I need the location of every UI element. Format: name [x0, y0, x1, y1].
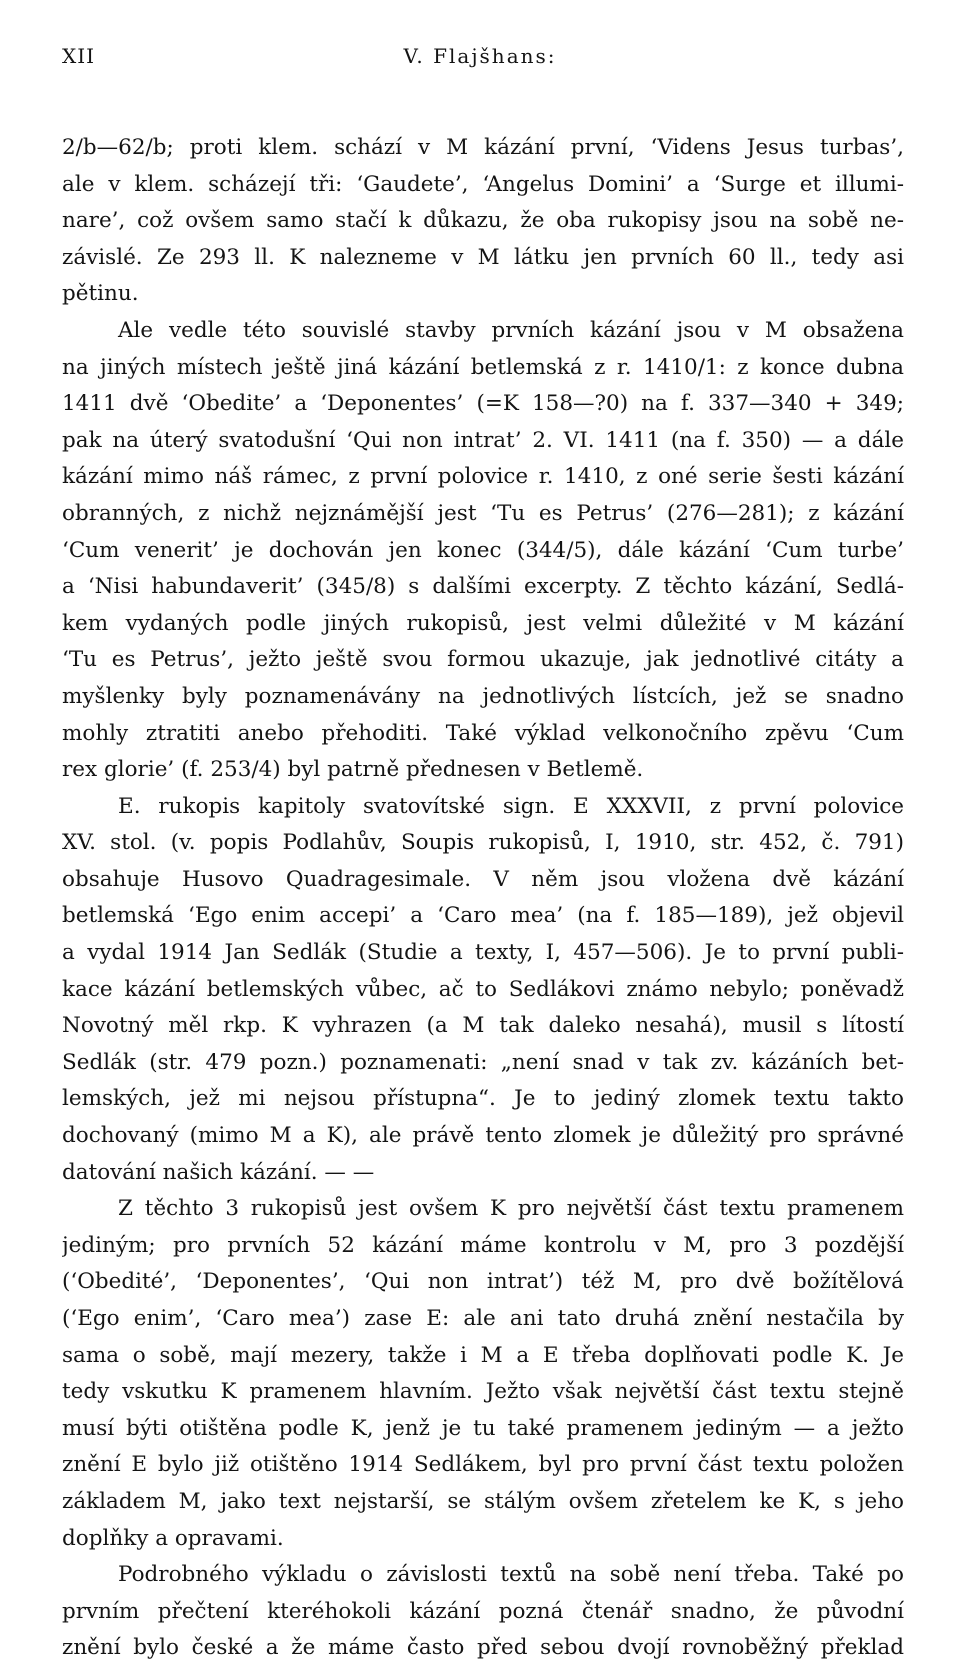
paragraph-end-line: doplňky a opravami.	[62, 1525, 284, 1551]
text-line: 2/b—62/b; proti klem. schází v M kázání první, ‘Videns Jesus turbas’,	[62, 135, 904, 160]
text-line: myšlenky byly poznamenávány na jednotlivých lístcích, jež se snadno	[62, 683, 904, 709]
text-line: znění bylo české a že máme často před sebou dvojí rovnoběžný překlad	[62, 1635, 904, 1661]
text-line: obsahuje Husovo Quadragesimale. V něm jsou vložena dvě kázání	[62, 866, 904, 892]
text-line: sama o sobě, mají mezery, takže i M a E třeba doplňovati podle K. Je	[62, 1342, 904, 1368]
text-line: kace kázání betlemských vůbec, ač to Sedlákovi známo nebylo; poněvadž	[62, 976, 904, 1002]
text-line: pak na úterý svatodušní ‘Qui non intrat’ 2. VI. 1411 (na f. 350) — a dále	[62, 427, 904, 453]
paragraph-end-line: pětinu.	[62, 281, 139, 307]
text-line: na jiných místech ještě jiná kázání betlemská z r. 1410/1: z konce dubna	[62, 354, 904, 380]
text-line: lemských, jež mi nejsou přístupna“. Je to jediný zlomek textu takto	[62, 1086, 904, 1112]
text-line: obranných, z nichž nejznámější jest ‘Tu es Petrus’ (276—281); z kázání	[62, 500, 904, 526]
text-line: znění E bylo již otištěno 1914 Sedlákem, byl pro první část textu položen	[62, 1452, 904, 1478]
text-line: tedy vskutku K pramenem hlavním. Ježto však největší část textu stejně	[62, 1379, 904, 1405]
running-title: V. Flajšhans:	[403, 44, 557, 68]
paragraph-end-line: datování našich kázání. — —	[62, 1159, 375, 1185]
text-line: a vydal 1914 Jan Sedlák (Studie a texty, I, 457—506). Je to první publi-	[62, 940, 904, 966]
text-line: ‘Tu es Petrus’, ježto ještě svou formou ukazuje, jak jednotlivé citáty a	[62, 647, 904, 673]
text-line: kem vydaných podle jiných rukopisů, jest velmi důležité v M kázání	[62, 610, 904, 636]
paragraph-start-line: E. rukopis kapitoly svatovítské sign. E XXXVII, z první polovice	[118, 793, 904, 819]
text-line: ‘Cum venerit’ je dochován jen konec (344/5), dále kázání ‘Cum turbe’	[62, 537, 904, 563]
text-line: dochovaný (mimo M a K), ale právě tento zlomek je důležitý pro správné	[62, 1123, 904, 1149]
text-line: a ‘Nisi habundaverit’ (345/8) s dalšími excerpty. Z těchto kázání, Sedlá-	[62, 574, 904, 600]
page-number: XII	[62, 44, 96, 68]
text-line: mohly ztratiti anebo přehoditi. Také výklad velkonočního zpěvu ‘Cum	[62, 720, 904, 746]
text-line: základem M, jako text nejstarší, se stálým ovšem zřetelem ke K, s jeho	[62, 1488, 904, 1514]
text-line: XV. stol. (v. popis Podlahův, Soupis rukopisů, I, 1910, str. 452, č. 791)	[62, 830, 904, 856]
text-line: nare’, což ovšem samo stačí k důkazu, že oba rukopisy jsou na sobě ne-	[62, 208, 904, 234]
text-line: musí býti otištěna podle K, jenž je tu také pramenem jediným — a ježto	[62, 1415, 904, 1441]
text-line: prvním přečtení kteréhokoli kázání pozná čtenář snadno, že původní	[62, 1598, 904, 1624]
text-line: Novotný měl rkp. K vyhrazen (a M tak daleko nesahá), musil s lítostí	[62, 1013, 904, 1039]
text-line: jediným; pro prvních 52 kázání máme kontrolu v M, pro 3 pozdější	[62, 1232, 904, 1258]
paragraph-end-line: rex glorie’ (f. 253/4) byl patrně přednesen v Betlemě.	[62, 757, 644, 783]
paragraph-start-line: Podrobného výkladu o závislosti textů na sobě není třeba. Také po	[118, 1562, 904, 1588]
running-head	[62, 44, 898, 76]
text-line: (‘Ego enim’, ‘Caro mea’) zase E: ale ani tato druhá znění nestačila by	[62, 1306, 904, 1331]
text-line: kázání mimo náš rámec, z první polovice r. 1410, z oné serie šesti kázání	[62, 464, 904, 490]
text-line: závislé. Ze 293 ll. K nalezneme v M látku jen prvních 60 ll., tedy asi	[62, 244, 904, 270]
paragraph-start-line: Z těchto 3 rukopisů jest ovšem K pro největší část textu pramenem	[118, 1196, 904, 1222]
text-line: ale v klem. scházejí tři: ‘Gaudete’, ‘Angelus Domini’ a ‘Surge et illumi-	[62, 171, 904, 197]
text-line: Sedlák (str. 479 pozn.) poznamenati: „není snad v tak zv. kázáních bet-	[62, 1049, 904, 1075]
body-text	[62, 130, 904, 1667]
text-line: betlemská ‘Ego enim accepi’ a ‘Caro mea’ (na f. 185—189), jež objevil	[62, 903, 904, 929]
paragraph-start-line: Ale vedle této souvislé stavby prvních kázání jsou v M obsažena	[118, 317, 904, 343]
text-line: (‘Obedité’, ‘Deponentes’, ‘Qui non intrat’) též M, pro dvě božítělová	[62, 1269, 904, 1295]
text-line: 1411 dvě ‘Obedite’ a ‘Deponentes’ (=K 158—?0) na f. 337—340 + 349;	[62, 391, 904, 417]
